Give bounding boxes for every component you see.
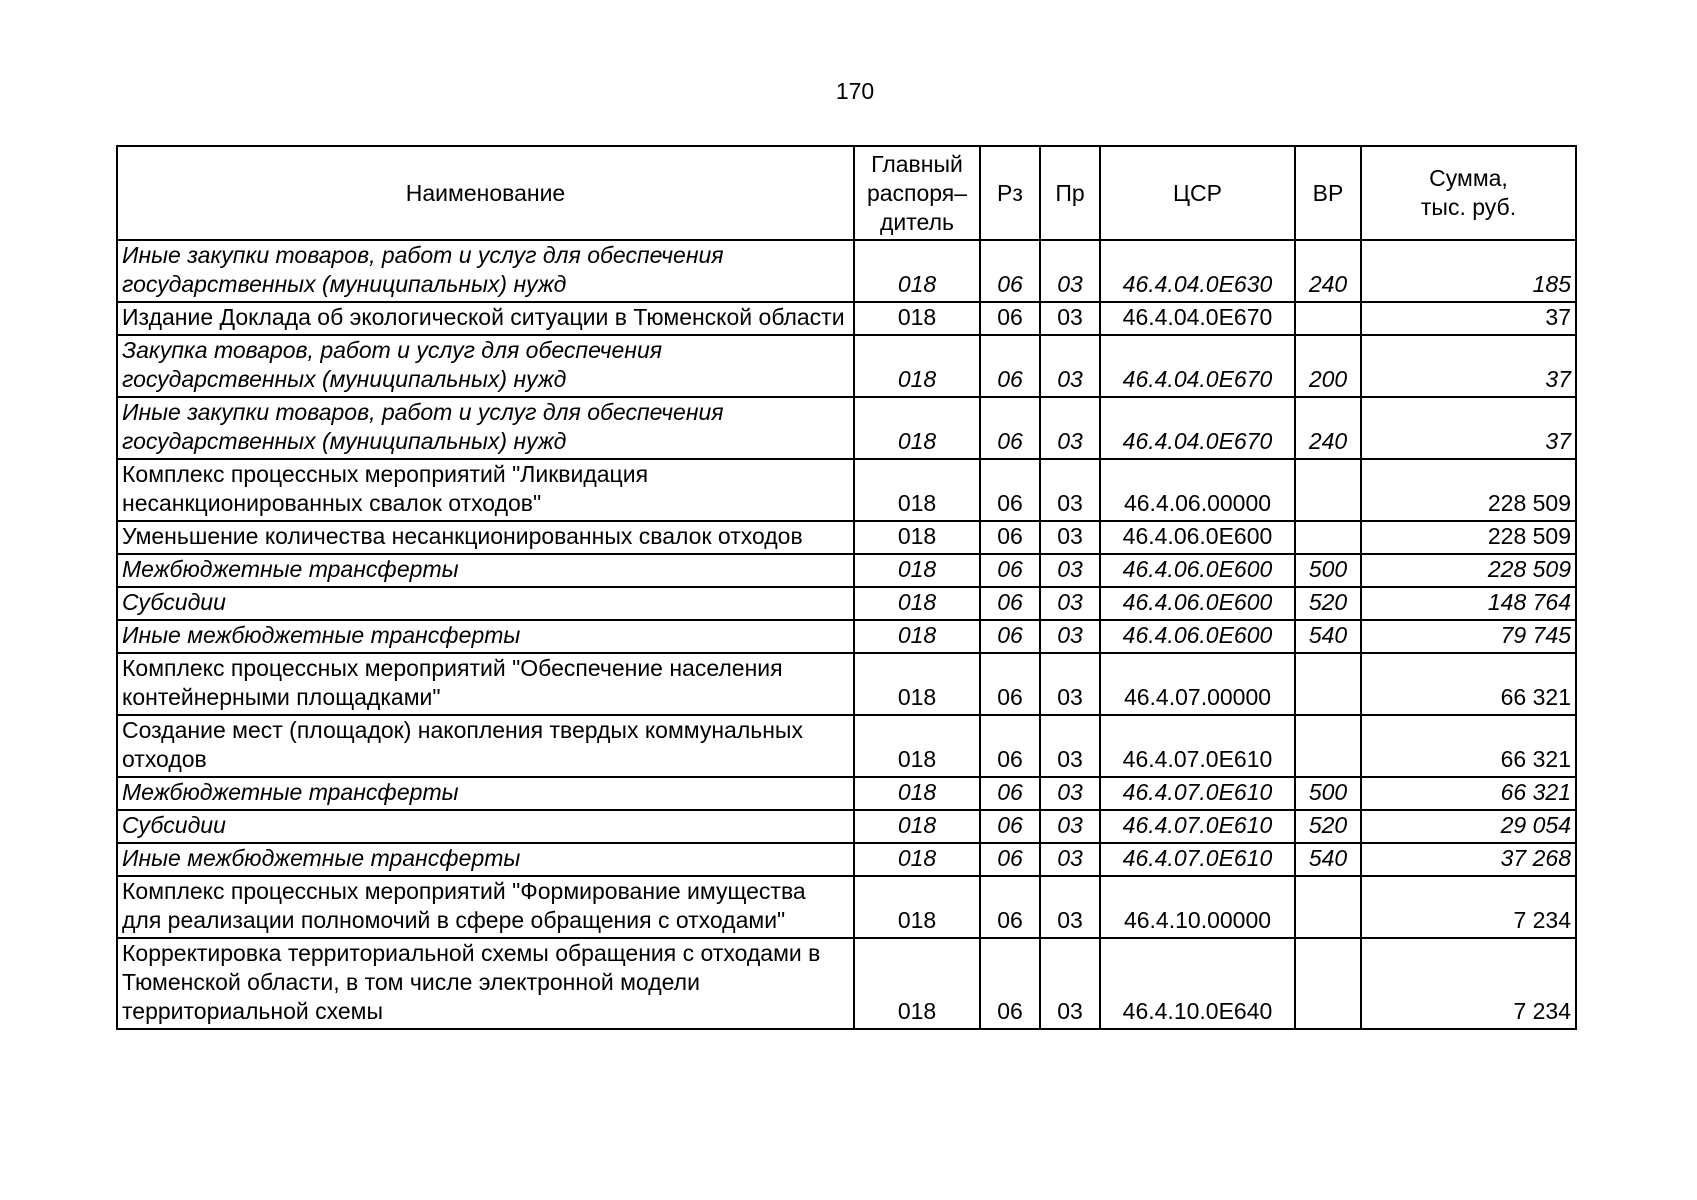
cell-glav: 018 bbox=[854, 715, 980, 777]
cell-sum: 148 764 bbox=[1361, 587, 1576, 620]
cell-name: Уменьшение количества несанкционированных свалок отходов bbox=[117, 521, 854, 554]
cell-sum: 185 bbox=[1361, 240, 1576, 302]
cell-csr: 46.4.07.0Е610 bbox=[1100, 777, 1295, 810]
cell-glav: 018 bbox=[854, 554, 980, 587]
table-header-row bbox=[117, 146, 1576, 240]
table-row bbox=[117, 777, 1576, 810]
cell-csr: 46.4.10.0Е640 bbox=[1100, 938, 1295, 1029]
header-sum-line2: тыс. руб. bbox=[1420, 194, 1517, 220]
cell-csr: 46.4.07.0Е610 bbox=[1100, 843, 1295, 876]
cell-csr: 46.4.07.0Е610 bbox=[1100, 810, 1295, 843]
cell-rz: 06 bbox=[980, 240, 1040, 302]
header-pr: Пр bbox=[1040, 146, 1100, 240]
table-row bbox=[117, 240, 1576, 302]
cell-csr: 46.4.07.00000 bbox=[1100, 653, 1295, 715]
cell-vr: 520 bbox=[1295, 810, 1361, 843]
cell-vr bbox=[1295, 715, 1361, 777]
cell-vr: 520 bbox=[1295, 587, 1361, 620]
cell-name: Межбюджетные трансферты bbox=[117, 554, 854, 587]
cell-name: Закупка товаров, работ и услуг для обеспечения государственных (муниципальных) нужд bbox=[117, 335, 854, 397]
cell-name: Комплекс процессных мероприятий "Формирование имущества для реализации полномочий в сфере обращения с отходами" bbox=[117, 876, 854, 938]
table-row bbox=[117, 587, 1576, 620]
cell-csr: 46.4.04.0Е670 bbox=[1100, 335, 1295, 397]
cell-vr: 500 bbox=[1295, 554, 1361, 587]
cell-csr: 46.4.06.0Е600 bbox=[1100, 620, 1295, 653]
cell-pr: 03 bbox=[1040, 777, 1100, 810]
header-glav-line2: распоря– bbox=[866, 179, 968, 206]
cell-glav: 018 bbox=[854, 843, 980, 876]
cell-pr: 03 bbox=[1040, 240, 1100, 302]
cell-pr: 03 bbox=[1040, 554, 1100, 587]
cell-rz: 06 bbox=[980, 843, 1040, 876]
cell-name: Иные закупки товаров, работ и услуг для обеспечения государственных (муниципальных) нужд bbox=[117, 240, 854, 302]
cell-sum: 37 bbox=[1361, 302, 1576, 335]
cell-sum: 37 bbox=[1361, 335, 1576, 397]
cell-rz: 06 bbox=[980, 521, 1040, 554]
cell-vr: 240 bbox=[1295, 240, 1361, 302]
cell-vr bbox=[1295, 938, 1361, 1029]
table-row bbox=[117, 938, 1576, 1029]
header-vr: ВР bbox=[1295, 146, 1361, 240]
cell-csr: 46.4.06.0Е600 bbox=[1100, 554, 1295, 587]
header-sum-line1: Сумма, bbox=[1429, 165, 1508, 191]
cell-vr bbox=[1295, 876, 1361, 938]
cell-name: Комплекс процессных мероприятий "Обеспечение населения контейнерными площадками" bbox=[117, 653, 854, 715]
cell-csr: 46.4.06.00000 bbox=[1100, 459, 1295, 521]
cell-pr: 03 bbox=[1040, 938, 1100, 1029]
cell-pr: 03 bbox=[1040, 397, 1100, 459]
cell-name: Субсидии bbox=[117, 810, 854, 843]
cell-glav: 018 bbox=[854, 777, 980, 810]
cell-vr: 540 bbox=[1295, 843, 1361, 876]
cell-glav: 018 bbox=[854, 653, 980, 715]
cell-name: Субсидии bbox=[117, 587, 854, 620]
cell-rz: 06 bbox=[980, 459, 1040, 521]
cell-sum: 66 321 bbox=[1361, 715, 1576, 777]
cell-rz: 06 bbox=[980, 777, 1040, 810]
budget-table bbox=[116, 145, 1577, 1030]
cell-pr: 03 bbox=[1040, 302, 1100, 335]
cell-vr bbox=[1295, 521, 1361, 554]
cell-vr: 200 bbox=[1295, 335, 1361, 397]
cell-glav: 018 bbox=[854, 810, 980, 843]
cell-csr: 46.4.04.0Е670 bbox=[1100, 397, 1295, 459]
cell-vr bbox=[1295, 459, 1361, 521]
cell-name: Корректировка территориальной схемы обращения с отходами в Тюменской области, в том числе электронной модели территориальной схемы bbox=[117, 938, 854, 1029]
cell-glav: 018 bbox=[854, 302, 980, 335]
cell-sum: 228 509 bbox=[1361, 459, 1576, 521]
cell-sum: 37 268 bbox=[1361, 843, 1576, 876]
cell-rz: 06 bbox=[980, 335, 1040, 397]
cell-name: Издание Доклада об экологической ситуации в Тюменской области bbox=[117, 302, 854, 335]
cell-glav: 018 bbox=[854, 620, 980, 653]
cell-sum: 66 321 bbox=[1361, 777, 1576, 810]
header-csr: ЦСР bbox=[1100, 146, 1295, 240]
table-row bbox=[117, 302, 1576, 335]
cell-glav: 018 bbox=[854, 335, 980, 397]
cell-glav: 018 bbox=[854, 240, 980, 302]
cell-vr bbox=[1295, 653, 1361, 715]
cell-rz: 06 bbox=[980, 302, 1040, 335]
header-sum bbox=[1361, 146, 1576, 240]
cell-vr: 500 bbox=[1295, 777, 1361, 810]
cell-rz: 06 bbox=[980, 810, 1040, 843]
cell-name: Иные межбюджетные трансферты bbox=[117, 843, 854, 876]
header-glav bbox=[854, 146, 980, 240]
cell-vr: 240 bbox=[1295, 397, 1361, 459]
table-row bbox=[117, 810, 1576, 843]
cell-glav: 018 bbox=[854, 938, 980, 1029]
cell-pr: 03 bbox=[1040, 810, 1100, 843]
cell-csr: 46.4.07.0Е610 bbox=[1100, 715, 1295, 777]
cell-glav: 018 bbox=[854, 521, 980, 554]
cell-glav: 018 bbox=[854, 587, 980, 620]
cell-rz: 06 bbox=[980, 554, 1040, 587]
cell-vr: 540 bbox=[1295, 620, 1361, 653]
cell-rz: 06 bbox=[980, 876, 1040, 938]
cell-pr: 03 bbox=[1040, 620, 1100, 653]
cell-rz: 06 bbox=[980, 587, 1040, 620]
header-rz: Рз bbox=[980, 146, 1040, 240]
cell-rz: 06 bbox=[980, 938, 1040, 1029]
cell-csr: 46.4.10.00000 bbox=[1100, 876, 1295, 938]
cell-vr bbox=[1295, 302, 1361, 335]
cell-name: Межбюджетные трансферты bbox=[117, 777, 854, 810]
table-row bbox=[117, 620, 1576, 653]
cell-sum: 79 745 bbox=[1361, 620, 1576, 653]
cell-csr: 46.4.06.0Е600 bbox=[1100, 521, 1295, 554]
cell-pr: 03 bbox=[1040, 459, 1100, 521]
cell-rz: 06 bbox=[980, 715, 1040, 777]
table-row bbox=[117, 843, 1576, 876]
table-row bbox=[117, 459, 1576, 521]
cell-sum: 37 bbox=[1361, 397, 1576, 459]
cell-name: Иные межбюджетные трансферты bbox=[117, 620, 854, 653]
cell-name: Иные закупки товаров, работ и услуг для обеспечения государственных (муниципальных) нужд bbox=[117, 397, 854, 459]
cell-pr: 03 bbox=[1040, 843, 1100, 876]
cell-pr: 03 bbox=[1040, 653, 1100, 715]
cell-sum: 7 234 bbox=[1361, 938, 1576, 1029]
cell-rz: 06 bbox=[980, 653, 1040, 715]
table-row bbox=[117, 397, 1576, 459]
cell-name: Создание мест (площадок) накопления твердых коммунальных отходов bbox=[117, 715, 854, 777]
cell-sum: 7 234 bbox=[1361, 876, 1576, 938]
table-row bbox=[117, 653, 1576, 715]
cell-sum: 66 321 bbox=[1361, 653, 1576, 715]
cell-rz: 06 bbox=[980, 397, 1040, 459]
cell-pr: 03 bbox=[1040, 876, 1100, 938]
cell-glav: 018 bbox=[854, 876, 980, 938]
cell-csr: 46.4.04.0Е630 bbox=[1100, 240, 1295, 302]
cell-rz: 06 bbox=[980, 620, 1040, 653]
cell-glav: 018 bbox=[854, 459, 980, 521]
cell-pr: 03 bbox=[1040, 335, 1100, 397]
cell-name: Комплекс процессных мероприятий "Ликвидация несанкционированных свалок отходов" bbox=[117, 459, 854, 521]
cell-pr: 03 bbox=[1040, 587, 1100, 620]
table-row bbox=[117, 554, 1576, 587]
header-name: Наименование bbox=[117, 146, 854, 240]
table-row bbox=[117, 715, 1576, 777]
cell-sum: 29 054 bbox=[1361, 810, 1576, 843]
cell-csr: 46.4.04.0Е670 bbox=[1100, 302, 1295, 335]
header-glav-line3: дитель bbox=[880, 208, 954, 235]
cell-sum: 228 509 bbox=[1361, 521, 1576, 554]
cell-csr: 46.4.06.0Е600 bbox=[1100, 587, 1295, 620]
cell-glav: 018 bbox=[854, 397, 980, 459]
header-glav-line1: Главный bbox=[871, 150, 963, 177]
cell-sum: 228 509 bbox=[1361, 554, 1576, 587]
page-number: 170 bbox=[835, 78, 875, 104]
table-row bbox=[117, 876, 1576, 938]
table-row bbox=[117, 521, 1576, 554]
cell-pr: 03 bbox=[1040, 521, 1100, 554]
table-row bbox=[117, 335, 1576, 397]
cell-pr: 03 bbox=[1040, 715, 1100, 777]
